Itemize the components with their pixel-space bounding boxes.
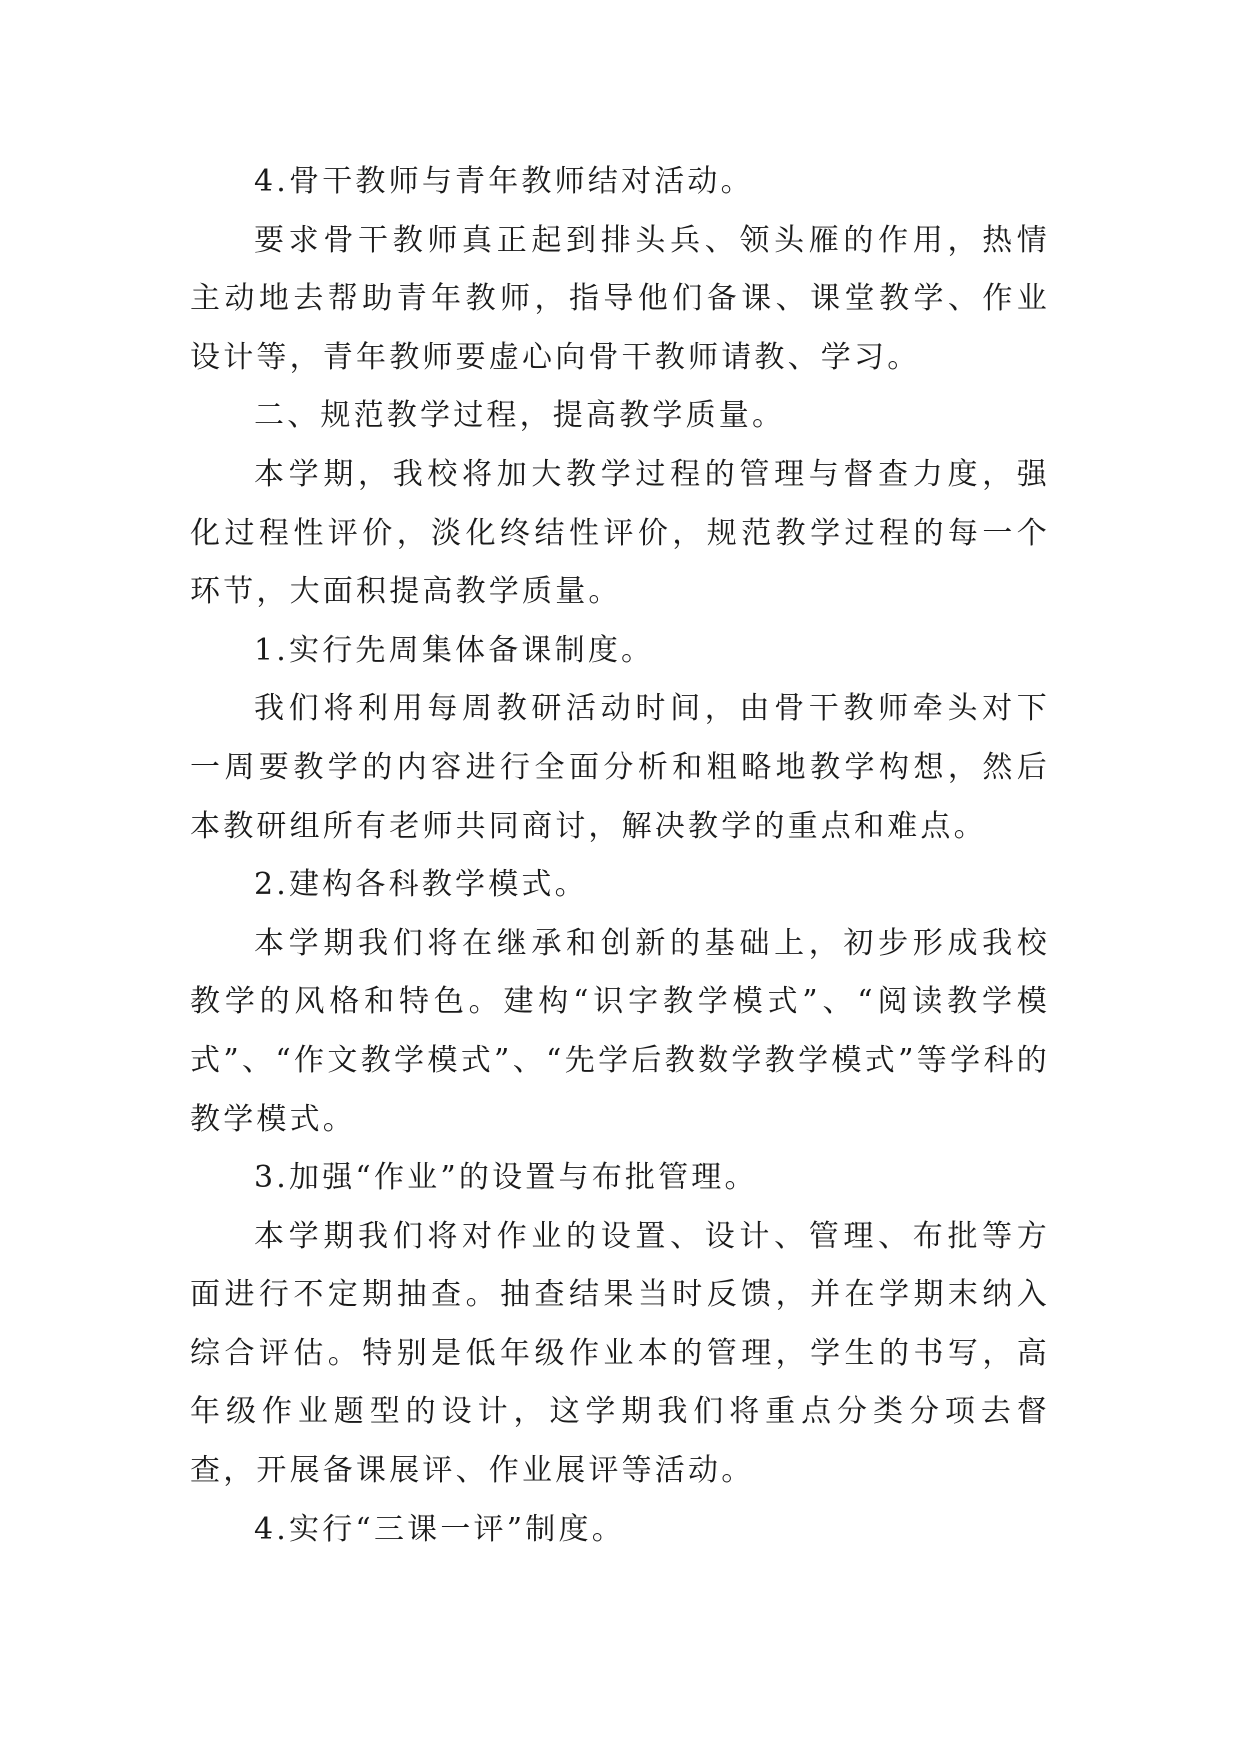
- subheading-three-lessons: 4.实行“三课一评”制度。: [254, 1511, 625, 1547]
- subheading-lesson-prep: 1.实行先周集体备课制度。: [254, 632, 655, 668]
- paragraph-homework: 本学期我们将对作业的设置、设计、管理、布批等方面进行不定期抽查。抽查结果当时反馈，并在学期末纳入综合评估。特别是低年级作业本的管理，学生的书写，高年级作业题型的设计，这学期我们将重点分类分项去督查，开展备课展评、作业展评等活动。: [190, 1218, 1050, 1489]
- subheading-mentoring: 4.骨干教师与青年教师结对活动。: [254, 164, 754, 199]
- paragraph-teaching-models: 本学期我们将在继承和创新的基础上，初步形成我校教学的风格和特色。建构“识字教学模式”、“阅读教学模式”、“作文教学模式”、“先学后教数学教学模式”等学科的教学模式。: [190, 925, 1050, 1137]
- document-body: [190, 153, 1050, 1559]
- section-heading-teaching-process: 二、规范教学过程，提高教学质量。: [254, 398, 786, 434]
- paragraph-teaching-process: 本学期，我校将加大教学过程的管理与督查力度，强化过程性评价，淡化终结性评价，规范教学过程的每一个环节，大面积提高教学质量。: [190, 456, 1050, 610]
- paragraph-mentoring: 要求骨干教师真正起到排头兵、领头雁的作用，热情主动地去帮助青年教师，指导他们备课、课堂教学、作业设计等，青年教师要虚心向骨干教师请教、学习。: [190, 222, 1050, 375]
- subheading-homework: 3.加强“作业”的设置与布批管理。: [254, 1160, 758, 1196]
- subheading-teaching-models: 2.建构各科教学模式。: [254, 867, 588, 903]
- paragraph-lesson-prep: 我们将利用每周教研活动时间，由骨干教师牵头对下一周要教学的内容进行全面分析和粗略地教学构想，然后本教研组所有老师共同商讨，解决教学的重点和难点。: [190, 691, 1050, 844]
